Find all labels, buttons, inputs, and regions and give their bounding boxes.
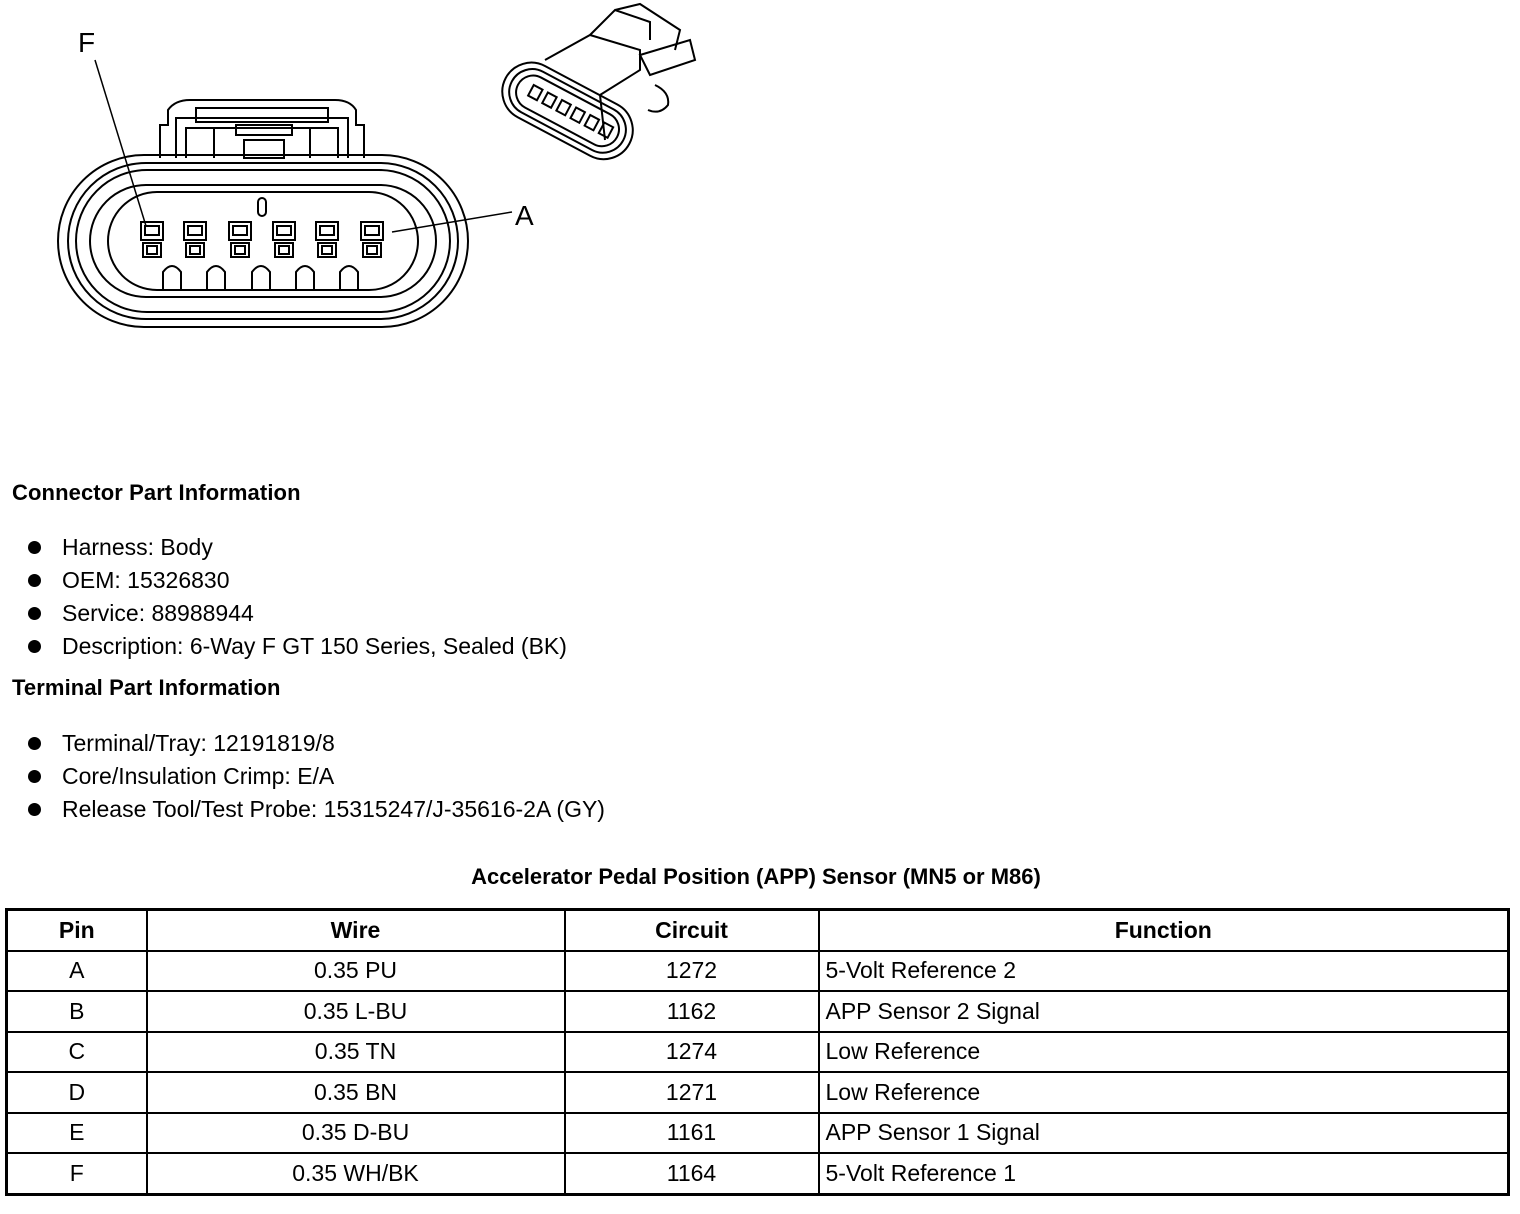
pinout-table <box>5 908 1510 1196</box>
cell-wire: 0.35 L-BU <box>147 991 565 1032</box>
cell-pin: D <box>7 1072 147 1113</box>
bullet-icon <box>28 541 41 554</box>
connector-isometric-diagram <box>495 0 705 175</box>
table-row <box>7 951 1509 992</box>
bullet-icon <box>28 737 41 750</box>
bullet-icon <box>28 770 41 783</box>
cell-wire: 0.35 D-BU <box>147 1113 565 1154</box>
cell-wire: 0.35 PU <box>147 951 565 992</box>
cell-function: 5-Volt Reference 1 <box>819 1153 1509 1194</box>
table-header-row <box>7 910 1509 951</box>
cell-wire: 0.35 TN <box>147 1032 565 1073</box>
cell-circuit: 1274 <box>565 1032 819 1073</box>
cell-wire: 0.35 WH/BK <box>147 1153 565 1194</box>
cell-pin: C <box>7 1032 147 1073</box>
table-title: Accelerator Pedal Position (APP) Sensor (MN5 or M86) <box>471 864 1041 889</box>
cell-circuit: 1164 <box>565 1153 819 1194</box>
bullet-icon <box>28 574 41 587</box>
terminal-crimp: Core/Insulation Crimp: E/A <box>62 763 335 789</box>
cell-function: Low Reference <box>819 1072 1509 1113</box>
cell-circuit: 1271 <box>565 1072 819 1113</box>
list-item <box>28 564 567 597</box>
connector-harness: Harness: Body <box>62 534 213 560</box>
table-row <box>7 1072 1509 1113</box>
cell-pin: E <box>7 1113 147 1154</box>
cell-function: Low Reference <box>819 1032 1509 1073</box>
pin-a-label: A <box>515 200 534 231</box>
pin-f-label: F <box>78 27 96 58</box>
cell-function: APP Sensor 2 Signal <box>819 991 1509 1032</box>
list-item <box>28 597 567 630</box>
list-item <box>28 630 567 663</box>
header-circuit: Circuit <box>565 910 819 951</box>
table-row <box>7 1153 1509 1194</box>
cell-wire: 0.35 BN <box>147 1072 565 1113</box>
list-item <box>28 793 605 826</box>
connector-face-diagram <box>40 20 560 340</box>
header-pin: Pin <box>7 910 147 951</box>
terminal-release-tool: Release Tool/Test Probe: 15315247/J-35616-2A (GY) <box>62 796 605 822</box>
connector-info-heading: Connector Part Information <box>12 480 301 505</box>
cell-circuit: 1161 <box>565 1113 819 1154</box>
connector-info-list <box>28 531 567 663</box>
cell-function: 5-Volt Reference 2 <box>819 951 1509 992</box>
table-row <box>7 1032 1509 1073</box>
bullet-icon <box>28 640 41 653</box>
terminal-info-heading: Terminal Part Information <box>12 675 281 700</box>
list-item <box>28 760 605 793</box>
cell-pin: F <box>7 1153 147 1194</box>
list-item <box>28 531 567 564</box>
connector-service: Service: 88988944 <box>62 600 254 626</box>
bullet-icon <box>28 803 41 816</box>
header-function: Function <box>819 910 1509 951</box>
cell-circuit: 1272 <box>565 951 819 992</box>
table-row <box>7 1113 1509 1154</box>
connector-description: Description: 6-Way F GT 150 Series, Sealed (BK) <box>62 633 567 659</box>
header-wire: Wire <box>147 910 565 951</box>
cell-function: APP Sensor 1 Signal <box>819 1113 1509 1154</box>
connector-oem: OEM: 15326830 <box>62 567 230 593</box>
terminal-info-list <box>28 727 605 826</box>
cell-pin: A <box>7 951 147 992</box>
terminal-tray: Terminal/Tray: 12191819/8 <box>62 730 335 756</box>
table-row <box>7 991 1509 1032</box>
bullet-icon <box>28 607 41 620</box>
cell-pin: B <box>7 991 147 1032</box>
cell-circuit: 1162 <box>565 991 819 1032</box>
list-item <box>28 727 605 760</box>
